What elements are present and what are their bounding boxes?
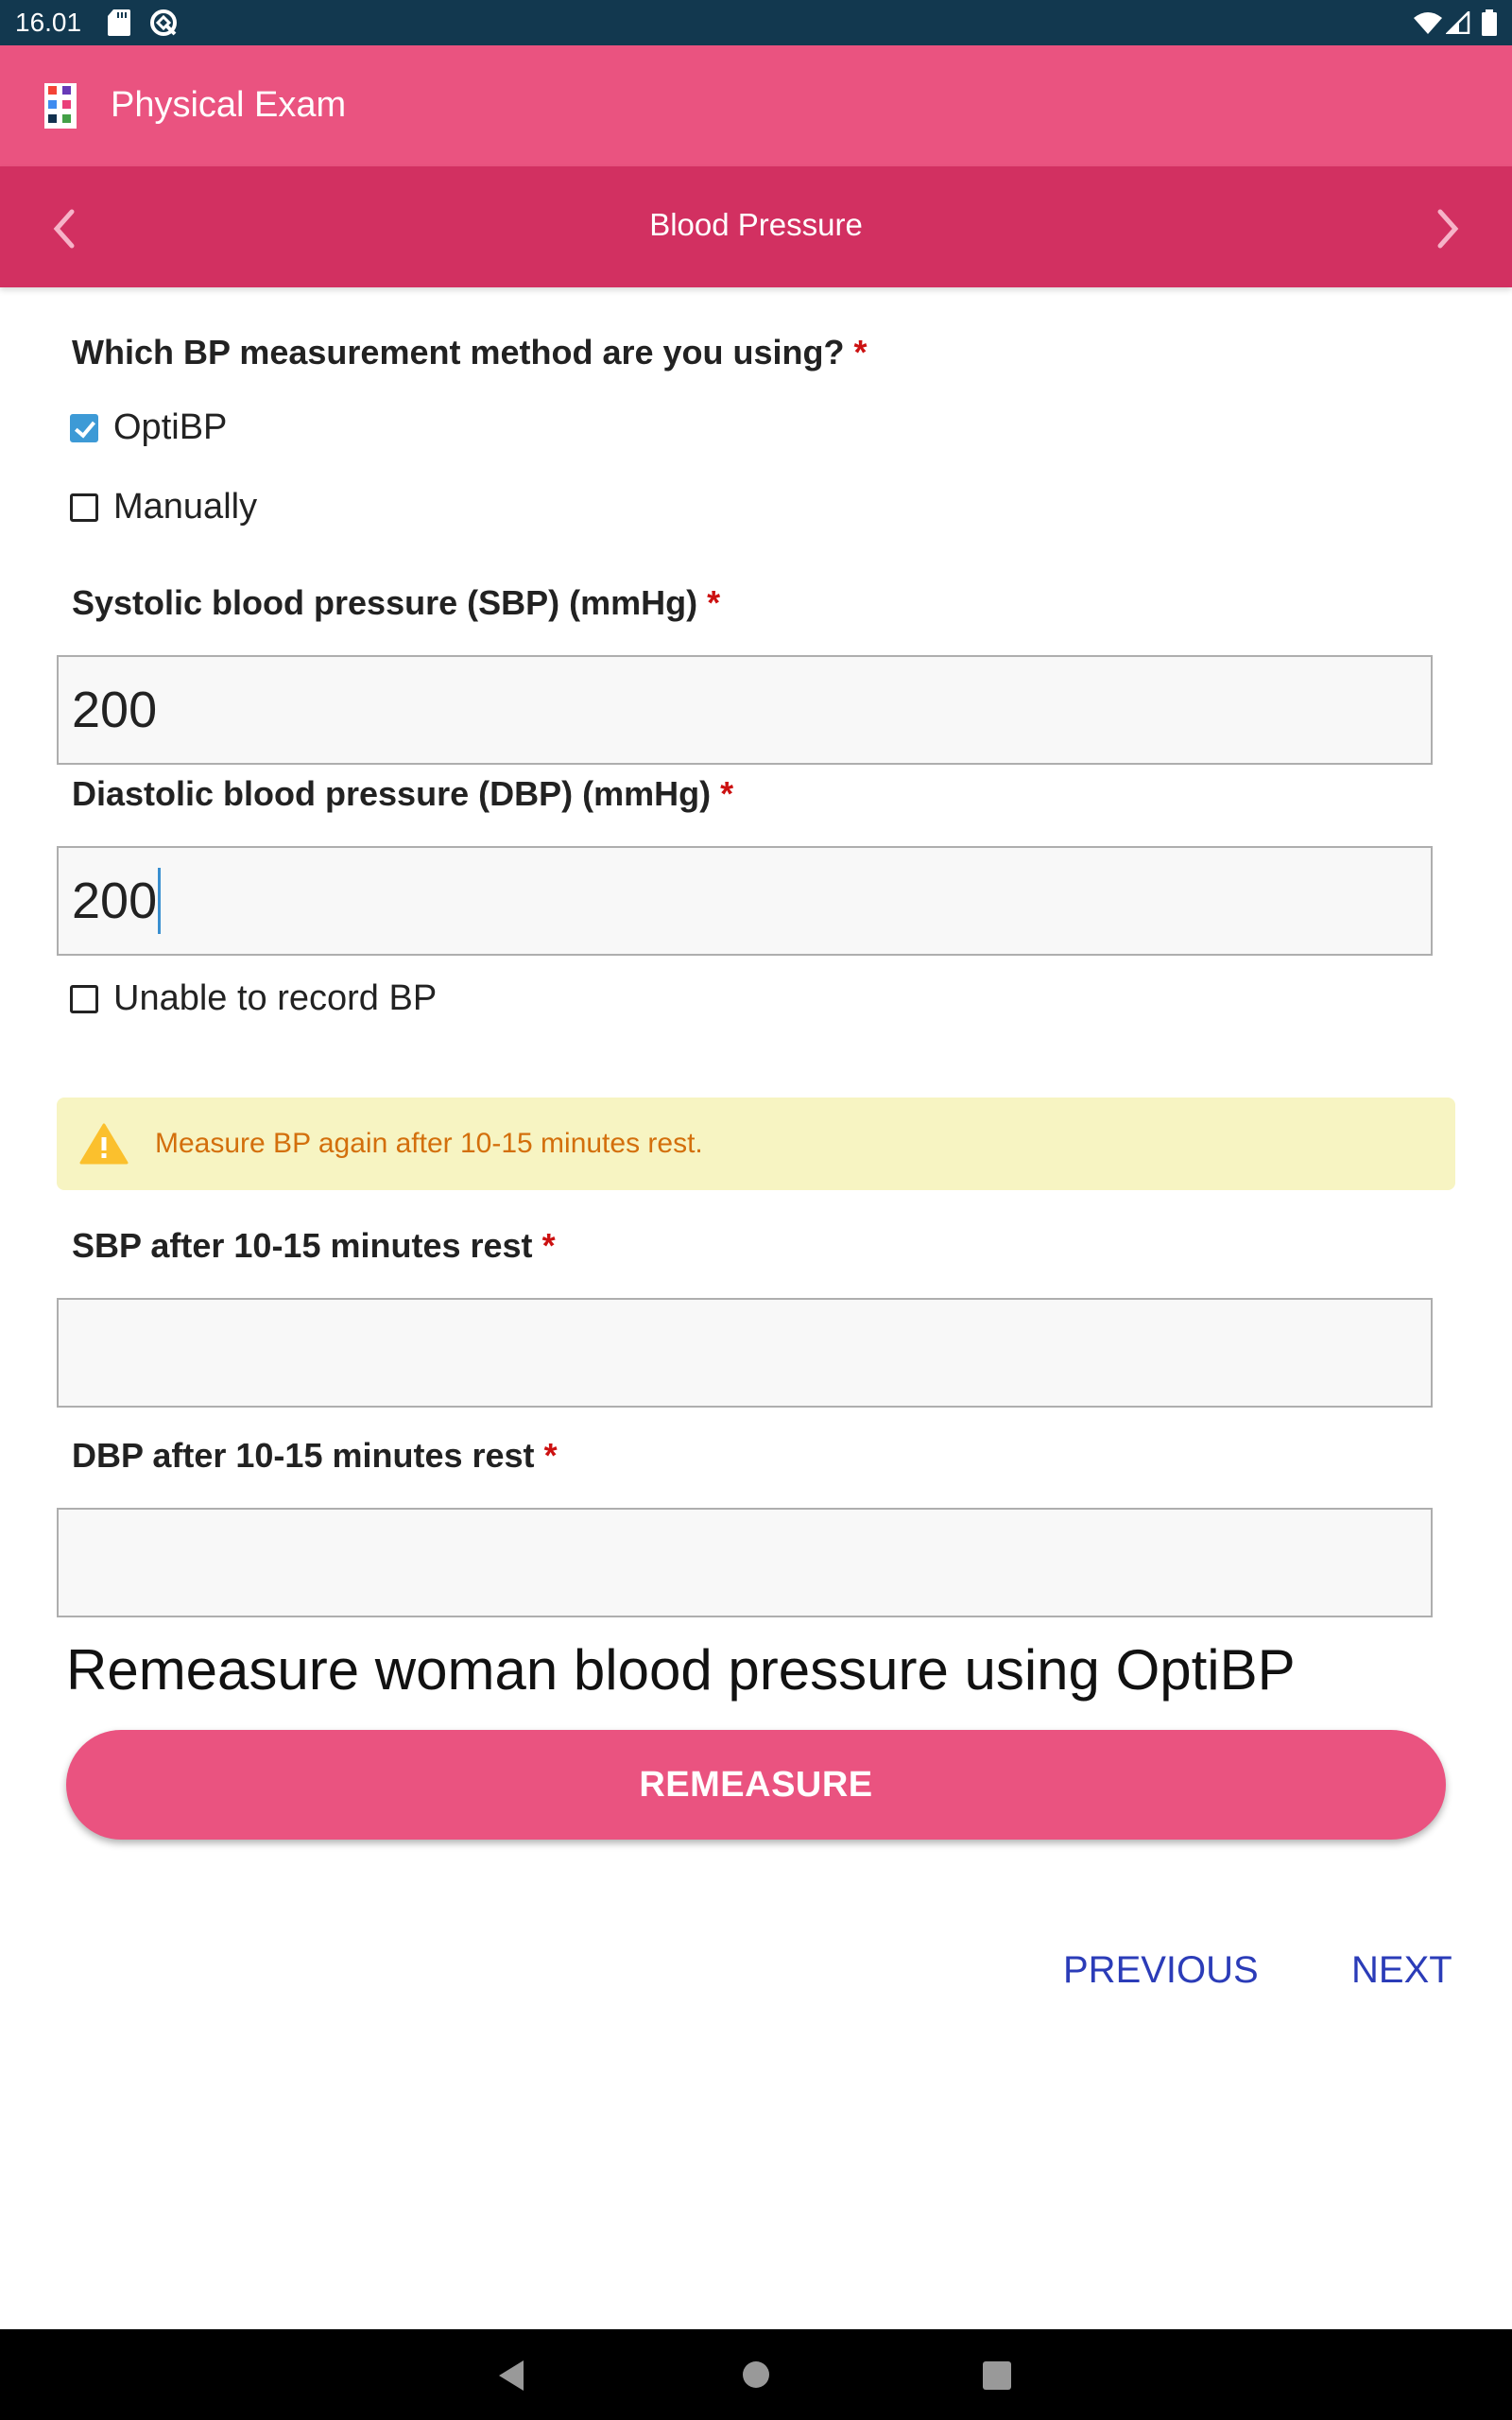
chevron-right-icon[interactable]: [1429, 206, 1467, 251]
logo-tile: [62, 86, 71, 95]
cellular-signal-icon: [1446, 11, 1470, 34]
logo-tile: [48, 114, 57, 123]
system-navigation-bar: [0, 2329, 1512, 2420]
sbp-label: [72, 583, 720, 623]
checkbox-unchecked-icon[interactable]: [70, 985, 98, 1013]
label-text: SBP after 10-15 minutes rest: [72, 1226, 533, 1265]
required-marker: *: [541, 1226, 556, 1265]
required-marker: *: [720, 774, 734, 813]
method-question-label: [72, 333, 868, 372]
warning-banner: [57, 1098, 1455, 1190]
warning-text: Measure BP again after 10-15 minutes rest.: [155, 1128, 703, 1159]
required-marker: *: [543, 1436, 558, 1475]
sbp-input[interactable]: [57, 655, 1433, 765]
warning-triangle-icon: [79, 1123, 129, 1165]
back-icon[interactable]: [497, 2360, 525, 2392]
required-marker: *: [707, 583, 721, 622]
next-button[interactable]: NEXT: [1351, 1949, 1452, 1991]
remeasure-button[interactable]: REMEASURE: [66, 1730, 1446, 1840]
sbp-rest-input[interactable]: [57, 1298, 1433, 1408]
checkbox-optibp[interactable]: [70, 407, 227, 448]
dbp-value: 200: [72, 873, 158, 929]
logo-tile: [48, 86, 57, 95]
checkbox-label: Unable to record BP: [113, 978, 438, 1018]
label-text: DBP after 10-15 minutes rest: [72, 1436, 535, 1475]
app-title: Physical Exam: [111, 85, 347, 125]
battery-icon: [1482, 9, 1497, 36]
remeasure-instruction: Remeasure woman blood pressure using OptiBP: [66, 1638, 1296, 1702]
dbp-rest-label: [72, 1436, 558, 1476]
sbp-rest-label: [72, 1226, 556, 1266]
data-saver-icon: [148, 8, 179, 38]
checkbox-checked-icon[interactable]: [70, 414, 98, 442]
checkbox-unable-to-record[interactable]: [70, 978, 437, 1019]
logo-tile: [62, 100, 71, 109]
home-icon[interactable]: [742, 2360, 770, 2389]
status-time: 16.01: [15, 8, 82, 37]
logo-tile: [62, 114, 71, 123]
previous-button[interactable]: PREVIOUS: [1063, 1949, 1259, 1991]
recents-icon[interactable]: [983, 2361, 1011, 2390]
dbp-rest-input[interactable]: [57, 1508, 1433, 1617]
sbp-value: 200: [72, 682, 158, 738]
dbp-input[interactable]: [57, 846, 1433, 956]
checkbox-label: OptiBP: [113, 407, 228, 447]
checkbox-manually[interactable]: [70, 487, 257, 527]
text-cursor: [158, 868, 161, 934]
checkbox-label: Manually: [113, 487, 258, 527]
label-text: Which BP measurement method are you using?: [72, 333, 845, 372]
label-text: Diastolic blood pressure (DBP) (mmHg): [72, 774, 712, 813]
checkbox-unchecked-icon[interactable]: [70, 493, 98, 522]
status-bar: [0, 0, 1512, 45]
sd-card-icon: [108, 9, 130, 36]
dbp-label: [72, 774, 733, 814]
wifi-icon: [1414, 11, 1442, 34]
app-logo-icon: [44, 83, 77, 129]
section-title: Blood Pressure: [649, 207, 863, 242]
logo-tile: [48, 100, 57, 109]
label-text: Systolic blood pressure (SBP) (mmHg): [72, 583, 698, 622]
required-marker: *: [853, 333, 868, 372]
